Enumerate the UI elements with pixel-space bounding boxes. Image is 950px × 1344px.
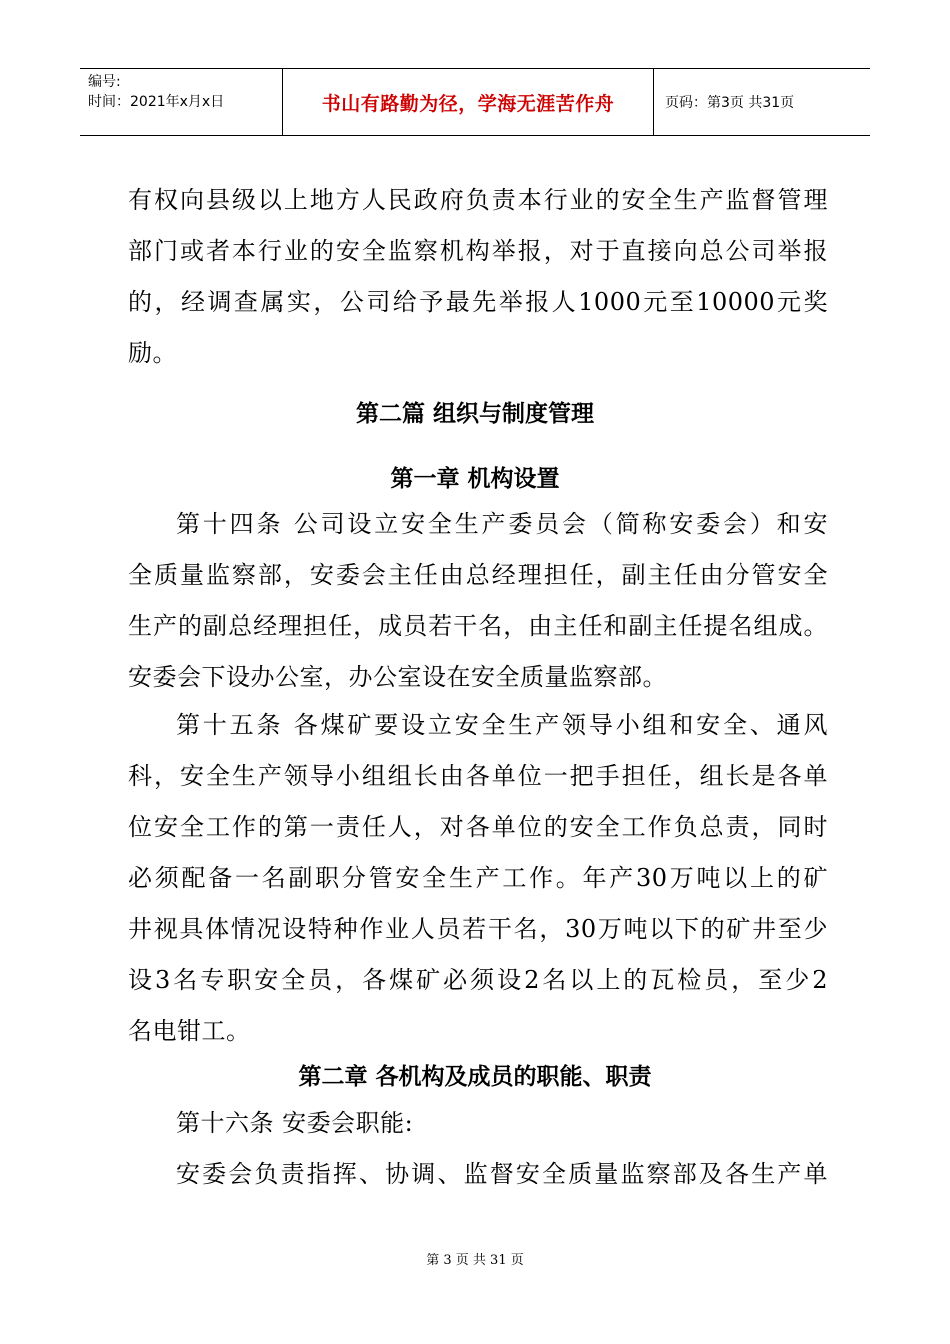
text-line: 位安全工作的第一责任人，对各单位的安全工作负总责，同时 — [128, 813, 828, 841]
article-15 — [128, 700, 828, 1057]
number-label: 编号: — [88, 74, 121, 90]
text-line: 第十四条 公司设立安全生产委员会（简称安委会）和安 — [176, 510, 828, 538]
article-14 — [128, 499, 828, 703]
chapter-title: 第一章 机构设置 — [390, 466, 560, 492]
text-line: 有权向县级以上地方人民政府负责本行业的安全生产监督管理 — [128, 186, 828, 214]
text-line: 井视具体情况设特种作业人员若干名，30万吨以下的矿井至少 — [128, 915, 828, 943]
text-line: 第十六条 安委会职能: — [176, 1109, 414, 1137]
text-line: 励。 — [128, 339, 177, 367]
date-label: 时间：2021年x月x日 — [88, 94, 225, 110]
header-page-info: 页码：第3页 共31页 — [665, 95, 795, 111]
header-meta — [80, 69, 283, 135]
text-line: 安委会下设办公室，办公室设在安全质量监察部。 — [128, 663, 667, 691]
page-footer: 第 3 页 共 31 页 — [426, 1253, 524, 1268]
text-line: 部门或者本行业的安全监察机构举报，对于直接向总公司举报 — [128, 237, 828, 265]
article-16 — [128, 1098, 828, 1200]
text-line: 全质量监察部，安委会主任由总经理担任，副主任由分管安全 — [128, 561, 828, 589]
header-motto: 书山有路勤为径，学海无涯苦作舟 — [283, 69, 654, 135]
part-title: 第二篇 组织与制度管理 — [355, 401, 594, 427]
text-line: 生产的副总经理担任，成员若干名，由主任和副主任提名组成。 — [128, 612, 828, 640]
chapter-title: 第二章 各机构及成员的职能、职责 — [298, 1064, 652, 1090]
text-line: 第十五条 各煤矿要设立安全生产领导小组和安全、通风 — [176, 711, 828, 739]
text-line: 的，经调查属实，公司给予最先举报人1000元至10000元奖 — [128, 288, 828, 316]
text-line: 科，安全生产领导小组组长由各单位一把手担任，组长是各单 — [128, 762, 828, 790]
text-line: 必须配备一名副职分管安全生产工作。年产30万吨以上的矿 — [128, 864, 828, 892]
paragraph-continuation — [128, 175, 828, 379]
document-header — [80, 68, 870, 136]
text-line: 安委会负责指挥、协调、监督安全质量监察部及各生产单 — [176, 1160, 828, 1188]
text-line: 设3名专职安全员，各煤矿必须设2名以上的瓦检员，至少2 — [128, 966, 828, 994]
text-line: 名电钳工。 — [128, 1017, 251, 1045]
